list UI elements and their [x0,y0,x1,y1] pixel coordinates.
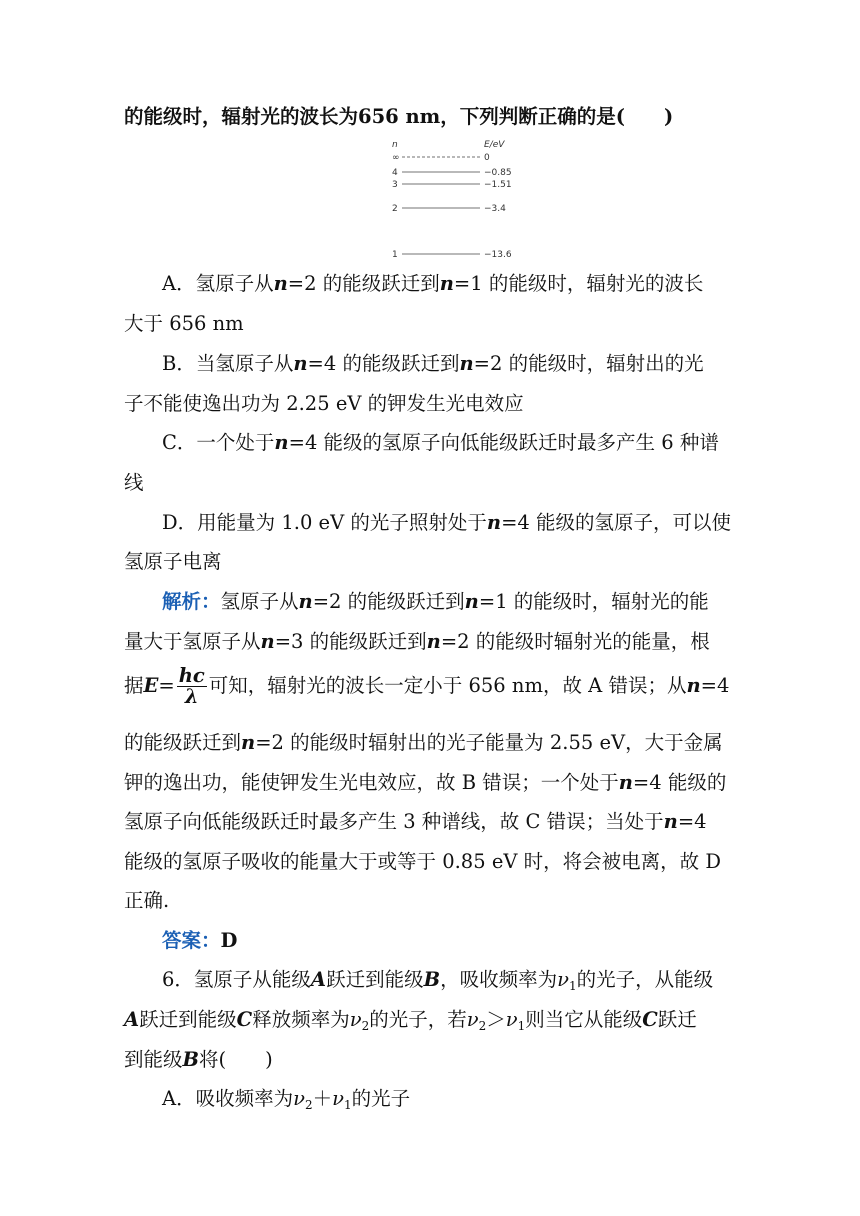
energy-level-value-label: −1.51 [484,180,512,190]
var-n: n [439,272,454,295]
var-level-b: B [182,1048,199,1071]
var-n: n [241,731,256,754]
q6-line-3 [124,1047,273,1073]
option-d-text-1: D．用能量为 1.0 eV 的光子照射处于 [162,511,487,534]
q6-text: 跃迁到能级 [139,1008,237,1031]
q6-text: 释放频率为 [252,1008,350,1031]
answer [162,928,237,954]
var-nu: ν [293,1087,305,1110]
analysis-label: 解析： [162,590,221,613]
analysis-text: 钾的逸出功，能使钾发生光电效应，故 B 错误；一个处于 [124,771,619,794]
q6-option-a [162,1086,410,1112]
var-nu: ν [557,968,569,991]
question-intro-text: 的能级时，辐射光的波长为656 nm，下列判断正确的是( ) [124,105,674,128]
diagram-header-energy: E/eV [484,140,505,150]
q6-text: 跃迁 [657,1008,697,1031]
var-n: n [686,674,701,697]
energy-level-value-label: 0 [484,153,490,163]
var-nu: ν [466,1008,479,1031]
analysis-text: 据 [124,674,144,697]
analysis-text: =4 [700,674,730,697]
var-n: n [426,630,441,653]
energy-levels [392,153,512,260]
option-d [162,510,731,536]
subscript-1: 1 [343,1098,352,1112]
energy-level-n-label: 1 [392,250,398,260]
option-b [162,351,704,377]
q6-text: 跃迁到能级 [326,968,424,991]
subscript-1: 1 [517,1019,526,1033]
analysis-line-2 [124,629,710,655]
q6-text: 到能级 [124,1048,183,1071]
option-b-cont [124,391,524,417]
energy-level-value-label: −3.4 [484,204,506,214]
analysis-text: =1 的能级时，辐射光的能 [478,590,709,613]
q6-line-2 [124,1007,697,1033]
var-n: n [464,590,479,613]
q6-text: A．吸收频率为 [162,1087,294,1110]
analysis-line-7 [124,849,721,875]
energy-level-n-label: 4 [392,168,398,178]
fraction-denominator: λ [184,685,199,708]
option-a-text-4: 大于 656 nm [124,312,244,335]
var-level-a: A [310,968,327,991]
greater-than: ＞ [486,1008,506,1031]
q6-line-1 [162,967,713,993]
q6-text: 的光子 [351,1087,411,1110]
var-level-a: A [124,1008,140,1031]
analysis-line-1 [162,589,709,615]
var-n: n [274,431,289,454]
option-c-cont [124,470,144,496]
option-b-text-4: 子不能使逸出功为 2.25 eV 的钾发生光电效应 [124,392,524,415]
plus-sign: ＋ [312,1087,333,1110]
fraction-numerator: hc [178,664,205,687]
var-level-c: C [642,1008,658,1031]
analysis-line-8 [124,888,169,914]
var-level-c: C [236,1008,253,1031]
var-level-b: B [423,968,441,991]
q6-text: 的光子，若 [369,1008,467,1031]
question-intro [124,104,673,130]
analysis-line-5 [124,770,726,796]
energy-level-n-label: 2 [392,204,398,214]
var-n: n [459,352,474,375]
option-d-text-2: =4 能级的氢原子，可以使 [501,511,732,534]
energy-level-value-label: −0.85 [484,168,512,178]
option-b-text-2: =4 的能级跃迁到 [307,352,460,375]
var-n: n [273,272,288,295]
option-a-cont [124,311,244,337]
option-b-text-1: B．当氢原子从 [162,352,294,375]
option-d-text-3: 氢原子电离 [124,550,222,573]
var-n: n [618,771,633,794]
diagram-header-n: n [392,140,398,150]
q6-text: 将( ) [199,1048,273,1071]
option-a-text-1: A．氢原子从 [162,272,274,295]
subscript-2: 2 [478,1019,487,1033]
option-b-text-3: =2 的能级时，辐射出的光 [473,352,704,375]
analysis-text: 氢原子从 [220,590,299,613]
var-n: n [663,810,678,833]
var-e: E [143,674,159,697]
analysis-text: 的能级跃迁到 [124,731,242,754]
subscript-1: 1 [568,979,577,993]
option-a-text-2: =2 的能级跃迁到 [287,272,440,295]
analysis-text: =2 的能级时辐射光的能量，根 [440,630,710,653]
analysis-line-3 [124,664,729,708]
option-c-text-2: =4 能级的氢原子向低能级跃迁时最多产生 6 种谱 [288,431,719,454]
analysis-text: 可知，辐射光的波长一定小于 656 nm，故 A 错误；从 [208,674,687,697]
analysis-text: =2 的能级跃迁到 [312,590,465,613]
var-n: n [298,590,313,613]
analysis-text: =4 [677,810,707,833]
var-nu: ν [332,1087,344,1110]
analysis-line-6 [124,809,707,835]
energy-level-diagram [382,138,522,262]
analysis-text: 能级的氢原子吸收的能量大于或等于 0.85 eV 时，将会被电离，故 D [124,850,721,873]
analysis-line-4 [124,730,723,756]
var-nu: ν [349,1008,362,1031]
answer-label: 答案： [162,929,221,952]
option-c [162,430,719,456]
equals-sign: = [158,674,175,697]
var-nu: ν [505,1008,518,1031]
analysis-text: 量大于氢原子从 [124,630,261,653]
q6-text: 6．氢原子从能级 [162,968,311,991]
fraction-hc-over-lambda [177,666,207,707]
option-c-text-3: 线 [124,471,144,494]
analysis-text: 氢原子向低能级跃迁时最多产生 3 种谱线，故 C 错误；当处于 [124,810,664,833]
energy-level-n-label: ∞ [392,153,400,163]
option-a [162,271,703,297]
analysis-text: =2 的能级时辐射出的光子能量为 2.55 eV，大于金属 [255,731,723,754]
energy-level-value-label: −13.6 [484,250,512,260]
option-a-text-3: =1 的能级时，辐射光的波长 [453,272,704,295]
subscript-2: 2 [361,1019,370,1033]
analysis-text: =3 的能级跃迁到 [274,630,427,653]
analysis-text: 正确. [124,889,170,912]
q6-text: 则当它从能级 [525,1008,643,1031]
q6-text: 的光子，从能级 [576,968,714,991]
var-n: n [486,511,502,534]
var-n: n [260,630,275,653]
option-d-cont [124,549,222,575]
subscript-2: 2 [304,1098,313,1112]
option-c-text-1: C．一个处于 [162,431,275,454]
answer-value: D [220,929,238,952]
var-n: n [293,352,308,375]
q6-text: ，吸收频率为 [440,968,558,991]
energy-level-n-label: 3 [392,180,398,190]
analysis-text: =4 能级的 [632,771,727,794]
